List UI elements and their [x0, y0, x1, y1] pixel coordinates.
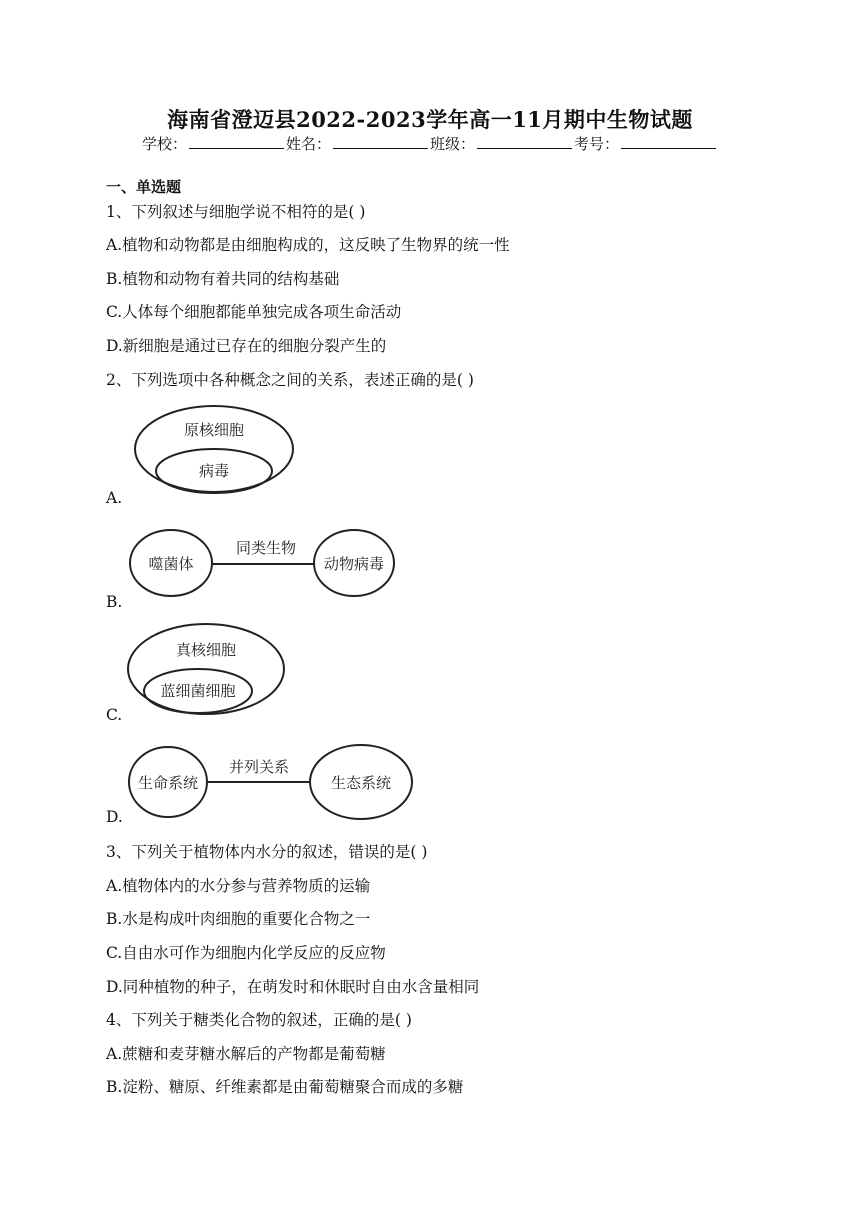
q2-figure-a	[126, 405, 306, 500]
q3-option-a: A.植物体内的水分参与营养物质的运输	[106, 877, 371, 895]
q4-stem: 4、下列关于糖类化合物的叙述，正确的是( )	[106, 1011, 412, 1029]
class-label: 班级：	[430, 135, 476, 153]
inner-label: 蓝细菌细胞	[160, 682, 236, 700]
school-blank[interactable]	[189, 134, 284, 149]
left-label: 噬菌体	[148, 555, 194, 573]
q2-figure-d	[126, 740, 421, 822]
right-label: 动物病毒	[323, 555, 385, 573]
q1-option-a: A.植物和动物都是由细胞构成的，这反映了生物界的统一性	[106, 236, 510, 254]
q3-option-c: C.自由水可作为细胞内化学反应的反应物	[106, 944, 386, 962]
q3-option-b: B.水是构成叶肉细胞的重要化合物之一	[106, 910, 371, 928]
link-label: 并列关系	[228, 758, 290, 776]
outer-label: 原核细胞	[183, 421, 245, 439]
q2-option-a-label: A.	[106, 489, 123, 507]
inner-label: 病毒	[198, 462, 230, 480]
number-label: 考号：	[574, 135, 620, 153]
q2-figure-b	[126, 522, 406, 602]
q3-stem: 3、下列关于植物体内水分的叙述，错误的是( )	[106, 843, 428, 861]
class-blank[interactable]	[477, 134, 572, 149]
q2-option-b-label: B.	[106, 593, 123, 611]
link-label: 同类生物	[235, 539, 297, 557]
left-label: 生命系统	[137, 774, 199, 792]
page-title: 海南省澄迈县2022-2023学年高一11月期中生物试题	[167, 107, 693, 132]
section-heading: 一、单选题	[106, 178, 182, 196]
q3-option-d: D.同种植物的种子，在萌发时和休眠时自由水含量相同	[106, 978, 480, 996]
q1-option-b: B.植物和动物有着共同的结构基础	[106, 270, 340, 288]
q1-stem: 1、下列叙述与细胞学说不相符的是( )	[106, 203, 366, 221]
q4-option-b: B.淀粉、糖原、纤维素都是由葡萄糖聚合而成的多糖	[106, 1078, 464, 1096]
q2-stem: 2、下列选项中各种概念之间的关系，表述正确的是( )	[106, 371, 474, 389]
q1-option-d: D.新细胞是通过已存在的细胞分裂产生的	[106, 337, 387, 355]
name-label: 姓名：	[285, 135, 331, 153]
right-label: 生态系统	[330, 774, 392, 792]
q2-figure-c	[126, 622, 306, 722]
q4-option-a: A.蔗糖和麦芽糖水解后的产物都是葡萄糖	[106, 1045, 386, 1063]
number-blank[interactable]	[621, 134, 716, 149]
q1-option-c: C.人体每个细胞都能单独完成各项生命活动	[106, 303, 402, 321]
q2-option-c-label: C.	[106, 706, 123, 724]
school-label: 学校：	[141, 135, 187, 153]
name-blank[interactable]	[333, 134, 428, 149]
q2-option-d-label: D.	[106, 808, 123, 826]
student-info-line	[0, 133, 860, 154]
outer-label: 真核细胞	[175, 641, 237, 659]
